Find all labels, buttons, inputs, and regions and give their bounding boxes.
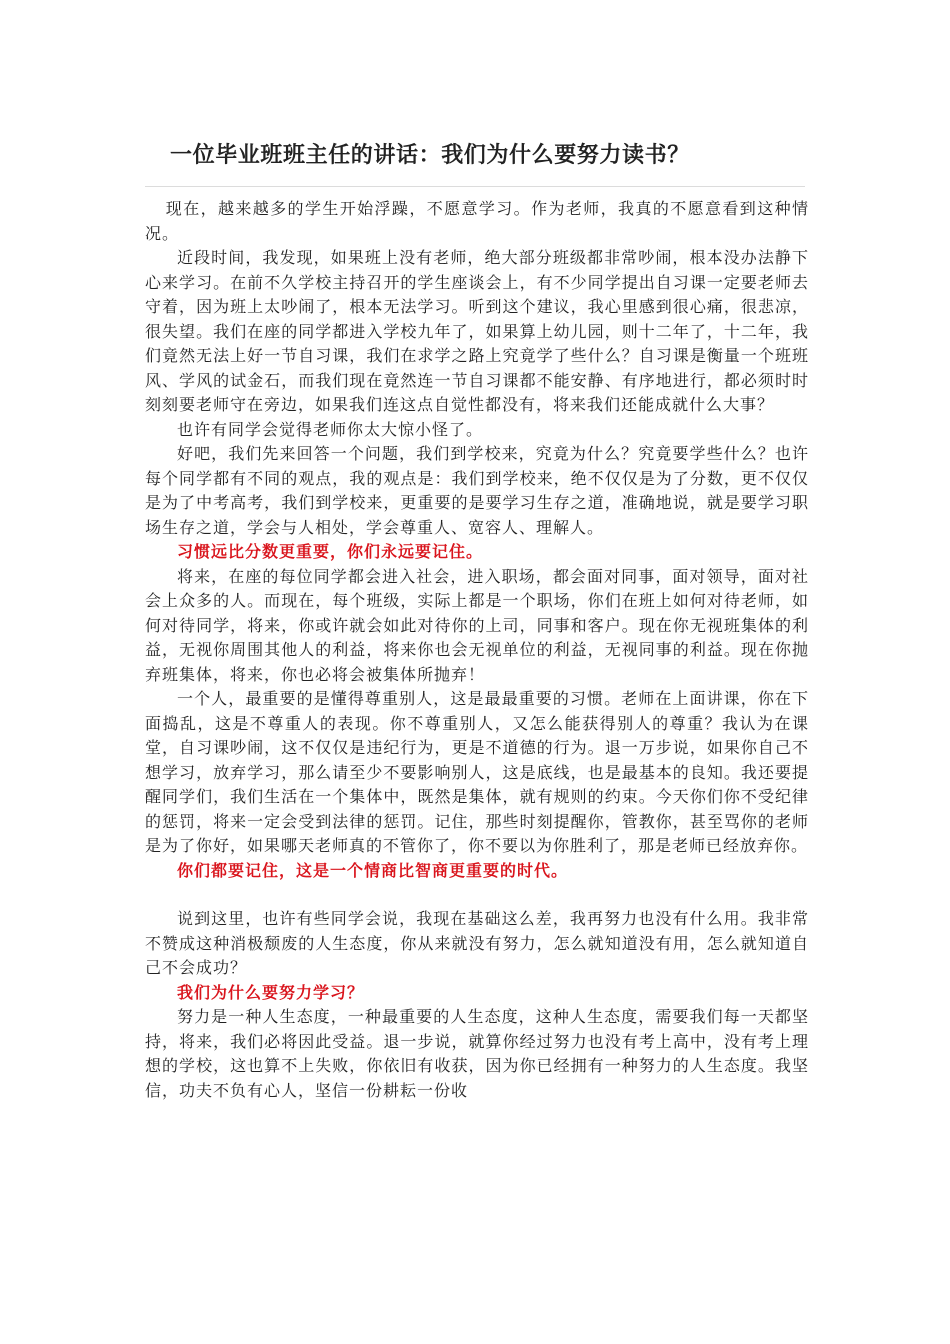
highlight-habit: 习惯远比分数更重要，你们永远要记住。 xyxy=(177,542,484,561)
paragraph-intro: 现在，越来越多的学生开始浮躁，不愿意学习。作为老师，我真的不愿意看到这种情况。 xyxy=(145,199,809,243)
article-title: 一位毕业班班主任的讲话：我们为什么要努力读书？ xyxy=(170,142,690,168)
paragraph-weak-foundation: 说到这里，也许有些同学会说，我现在基础这么差，我再努力也没有什么用。我非常不赞成这种消极颓废的人生态度，你从来就没有努力，怎么就知道没有用，怎么就知道自己不会成功？ xyxy=(145,909,809,977)
paragraph-self-study: 近段时间，我发现，如果班上没有老师，绝大部分班级都非常吵闹，根本没办法静下心来学习。在前不久学校主持召开的学生座谈会上，有不少同学提出自习课一定要老师去守着，因为班上太吵闹了，根本无法学习。听到这个建议，我心里感到很心痛，很悲凉，很失望。我们在座的同学都进入学校九年了，如果算上幼儿园，则十二年了，十二年，我们竟然无法上好一节自习课，我们在求学之路上究竟学了些什么？自习课是衡量一个班班风、学风的试金石，而我们现在竟然连一节自习课都不能安静、有序地进行，都必须时时刻刻要老师守在旁边，如果我们连这点自觉性都没有，将来我们还能成就什么大事？ xyxy=(145,248,809,414)
paragraph-respect: 一个人，最重要的是懂得尊重别人，这是最最重要的习惯。老师在上面讲课，你在下面捣乱，这是不尊重人的表现。你不尊重别人，又怎么能获得别人的尊重？我认为在课堂，自习课吵闹，这不仅仅是违纪行为，更是不道德的行为。退一万步说，如果你自己不想学习，放弃学习，那么请至少不要影响别人，这是底线，也是最基本的良知。我还要提醒同学们，我们生活在一个集体中，既然是集体，就有规则的约束。今天你们你不受纪律的惩罚，将来一定会受到法律的惩罚。记住，那些时刻提醒你，管教你，甚至骂你的老师是为了你好，如果哪天老师真的不管你了，你不要以为你胜利了，那是老师已经放弃你。 xyxy=(145,689,809,855)
paragraph-why-school: 好吧，我们先来回答一个问题，我们到学校来，究竟为什么？究竟要学些什么？也许每个同学都有不同的观点，我的观点是：我们到学校来，绝不仅仅是为了分数，更不仅仅是为了中考高考，我们到学校来，更重要的是要学习生存之道，准确地说，就是要学习职场生存之道，学会与人相处，学会尊重人、宽容人、理解人。 xyxy=(145,444,809,537)
title-divider xyxy=(145,186,805,187)
paragraph-workplace: 将来，在座的每位同学都会进入社会，进入职场，都会面对同事，面对领导，面对社会上众多的人。而现在，每个班级，实际上都是一个职场，你们在班上如何对待老师，如何对待同学，将来，你或许就会如此对待你的上司，同事和客户。现在你无视班集体的利益，无视你周围其他人的利益，将来你也会无视单位的利益，无视同事的利益。现在你抛弃班集体，将来，你也必将会被集体所抛弃！ xyxy=(145,566,809,684)
highlight-eq: 你们都要记住，这是一个情商比智商更重要的时代。 xyxy=(177,860,569,880)
paragraph-effort: 努力是一种人生态度，一种最重要的人生态度，这种人生态度，需要我们每一天都坚持，将来，我们必将因此受益。退一步说，就算你经过努力也没有考上高中，没有考上理想的学校，这也算不上失败，你依旧有收获，因为你已经拥有一种努力的人生态度。我坚信，功夫不负有心人，坚信一份耕耘一份收 xyxy=(145,1007,809,1100)
article-body xyxy=(145,197,809,1103)
highlight-why-study: 我们为什么要努力学习？ xyxy=(177,982,365,1002)
paragraph-overreaction: 也许有同学会觉得老师你太大惊小怪了。 xyxy=(177,419,484,439)
